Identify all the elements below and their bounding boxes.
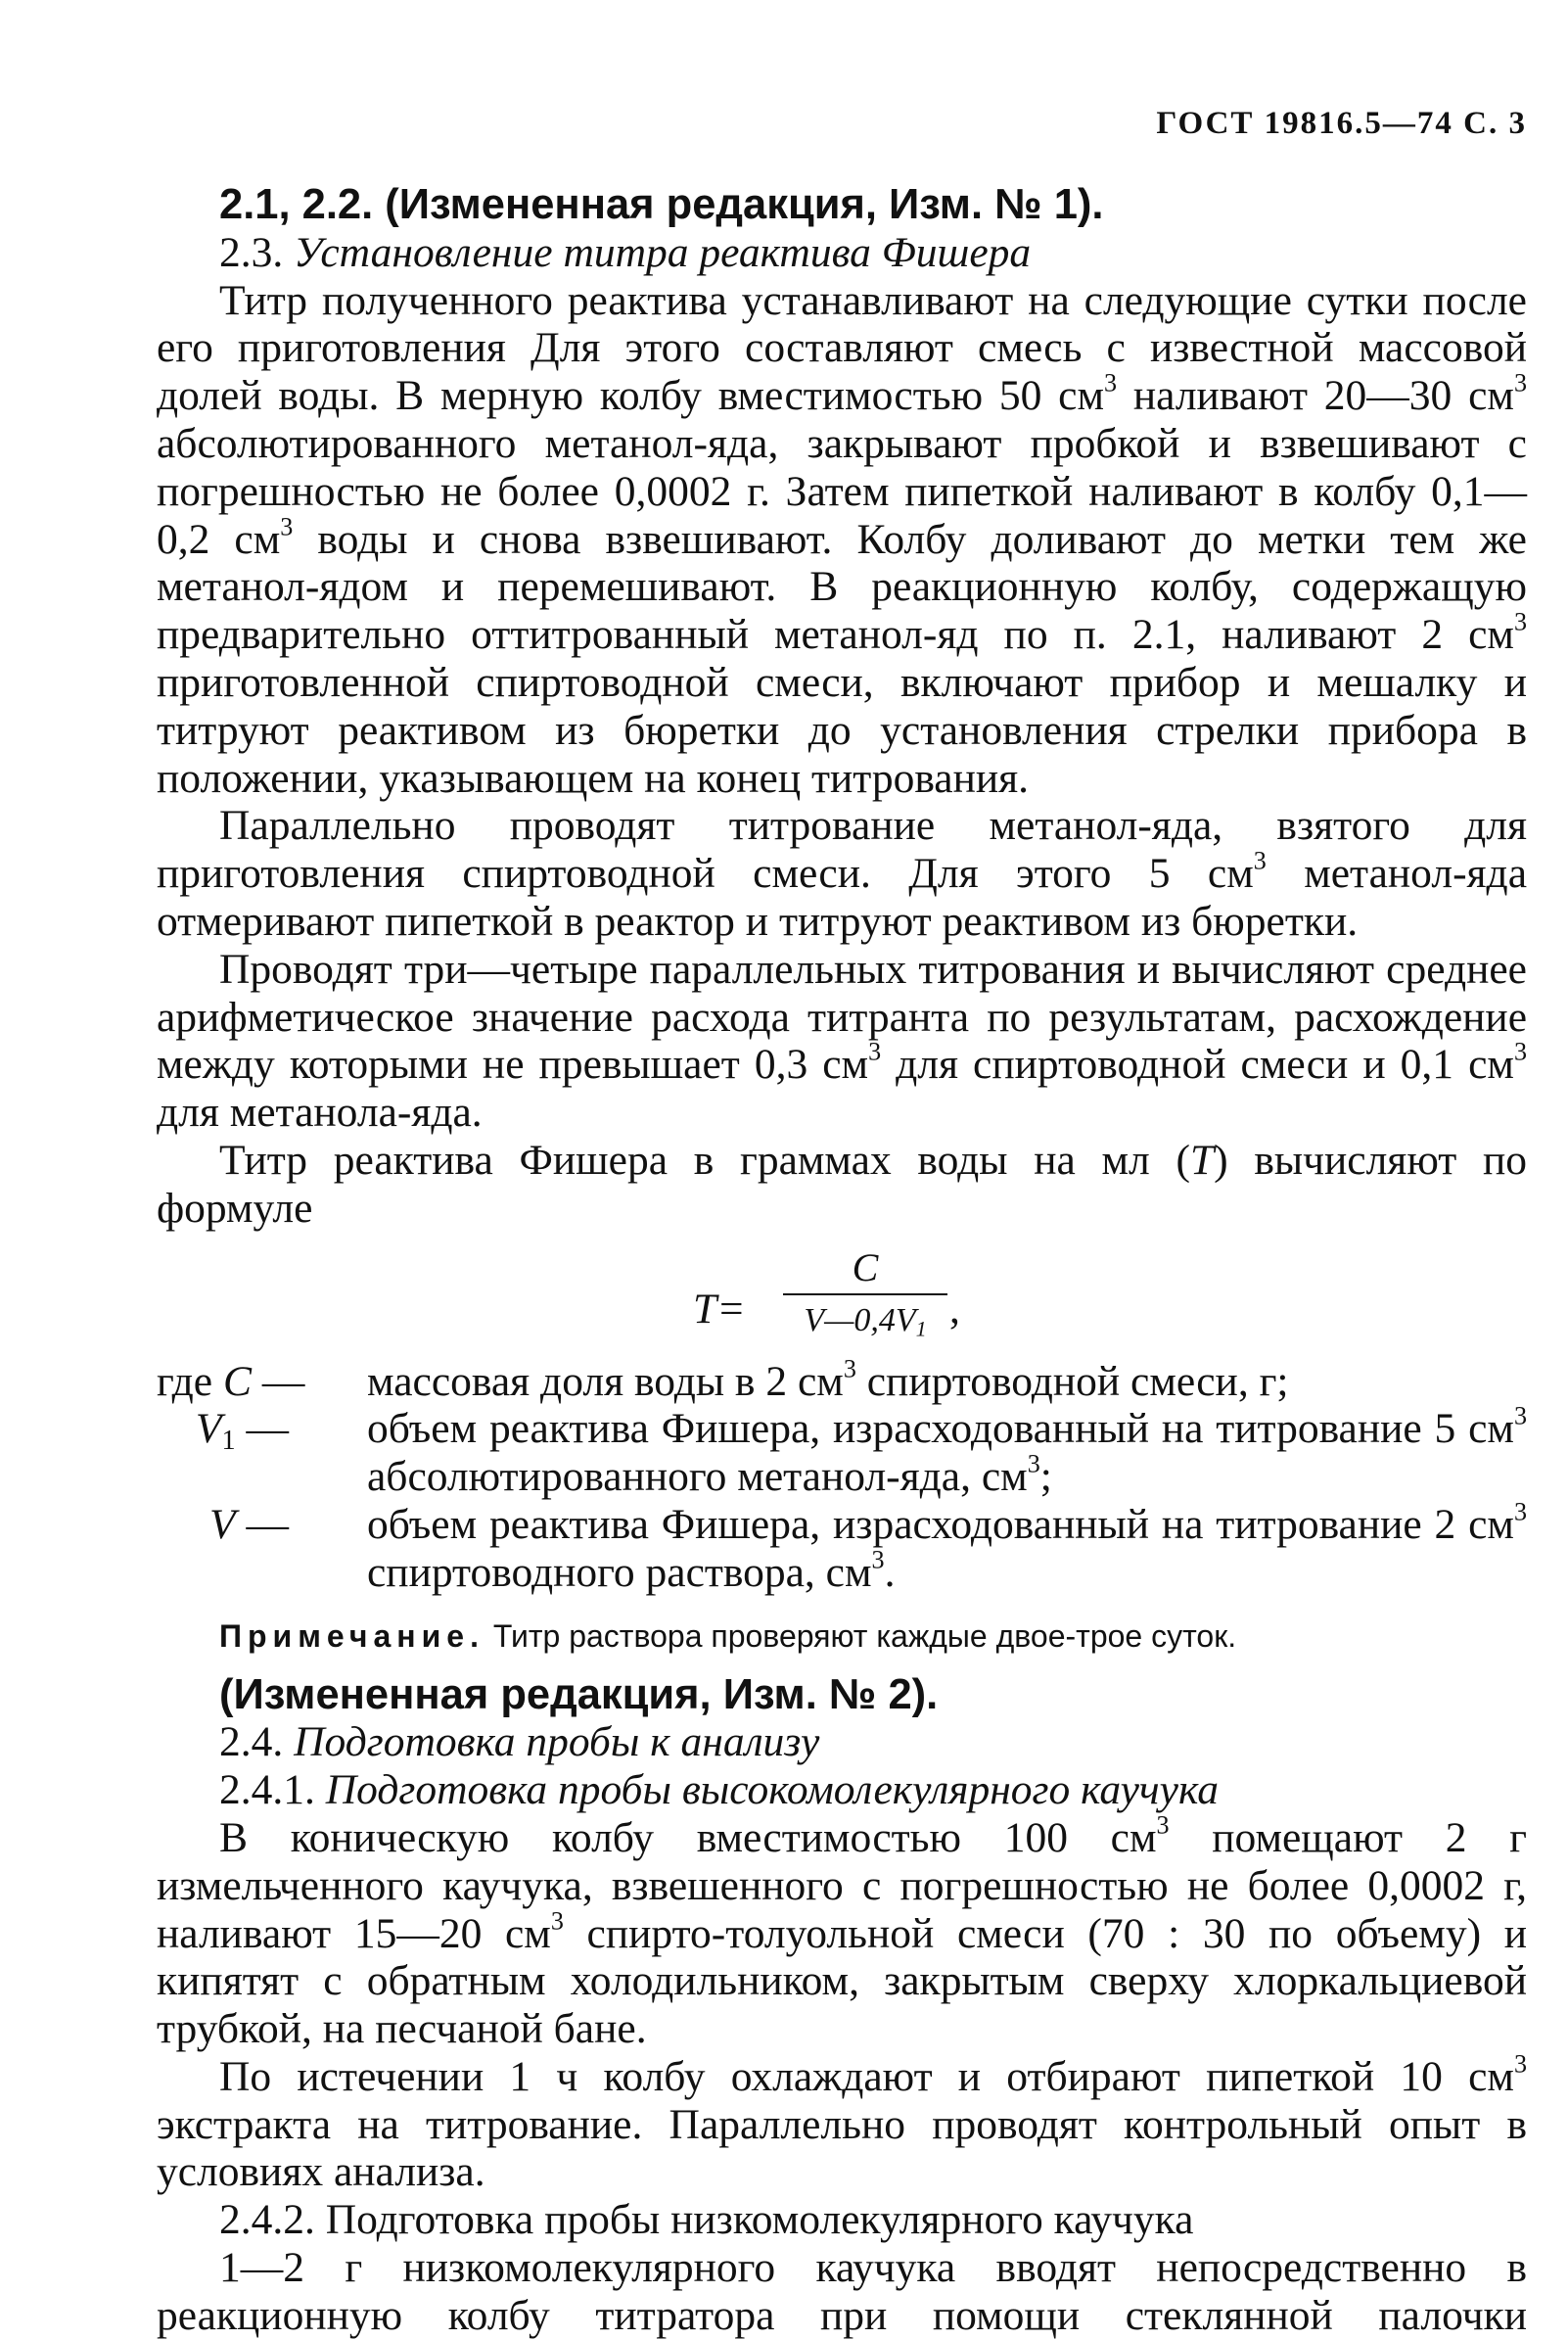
text-run: объем реактива Фишера, израсходованный на титрование 2 см (367, 1500, 1514, 1548)
formula-comma: , (949, 1285, 960, 1333)
superscript: 3 (868, 1038, 882, 1067)
amendment-note-2: (Измененная редакция, Изм. № 2). (219, 1670, 939, 1718)
running-header: ГОСТ 19816.5—74 С. 3 (1156, 106, 1527, 141)
text-run: ; (1039, 1453, 1052, 1501)
text-run: спиртоводной смеси, г; (855, 1357, 1289, 1405)
superscript: 3 (843, 1354, 856, 1383)
text-run: экстракта на титрование. Параллельно проводят контрольный опыт в условиях анализа. (157, 2100, 1527, 2196)
definition-symbol (157, 1405, 289, 1457)
text-run: V—0,4V (804, 1301, 916, 1338)
subsection-2-3-heading (157, 229, 1527, 277)
definition-text (367, 1497, 1527, 1597)
note (157, 1613, 1527, 1660)
paragraph-extract-titration (157, 2049, 1527, 2196)
subsection-2-4-2-heading: 2.4.2. Подготовка пробы низкомолекулярного каучука (219, 2196, 1194, 2244)
document-body (157, 181, 1527, 2340)
text-run: спиртоводного раствора, см (367, 1548, 872, 1596)
note-label: Примечание. (219, 1617, 484, 1654)
definition-text (367, 1402, 1527, 1501)
paragraph-parallel-titration (157, 802, 1527, 945)
definition-symbol (157, 1501, 289, 1549)
text-run: спирто-толуольной смеси (70 : 30 по объему) и кипятят с обратным холодильником, закрытым сверху хлоркальциевой трубкой, на песчаной бане. (157, 1909, 1528, 2053)
superscript: 3 (280, 512, 294, 541)
text-run: Титр реактива Фишера в граммах воды на мл ( (219, 1136, 1190, 1184)
subsection-title: Подготовка пробы высокомолекулярного каучука (325, 1766, 1219, 1814)
superscript: 3 (1513, 1402, 1527, 1431)
paragraph-repeat-titrations (157, 946, 1527, 1137)
text-run: В коническую колбу вместимостью 100 см (219, 1813, 1157, 1861)
variable-t: Т (1189, 1136, 1215, 1184)
superscript: 3 (1027, 1449, 1040, 1478)
paragraph-formula-intro (157, 1137, 1527, 1233)
text-run: ) вычисляют по формуле (157, 1136, 1527, 1232)
subsection-number: 2.4. (219, 1718, 295, 1766)
text-run: Титр полученного реактива устанавливают на следующие сутки после его приготовления Для этого составляют смесь с известной массовой долей воды. В мерную колбу вместимостью 50 см (157, 276, 1527, 420)
symbol-c: С (223, 1357, 253, 1405)
subsection-2-4-heading (157, 1718, 1527, 1766)
paragraph-high-molecular-sample (157, 1810, 1528, 2053)
superscript: 3 (1156, 1810, 1170, 1840)
formula-fraction (783, 1246, 947, 1340)
symbol-v: V (209, 1500, 236, 1548)
dash: — (235, 1405, 289, 1453)
formula-denominator (783, 1301, 947, 1340)
text-run: Параллельно проводят титрование метанол-яда, взятого для приготовления спиртоводной смеси. Для этого 5 см (157, 802, 1527, 898)
paragraph-low-molecular-sample: 1—2 г низкомолекулярного каучука вводят непосредственно в реакционную колбу титратора при помощи стеклянной палочки (157, 2244, 1527, 2339)
text-run: По истечении 1 ч колбу охлаждают и отбирают пипеткой 10 см (219, 2052, 1514, 2100)
definition-v1 (157, 1402, 1527, 1501)
text-run: абсолютированного метанол-яда, закрывают пробкой и взвешивают с погрешностью не более 0,0002 г. Затем пипеткой наливают в колбу 0,1—0,2 см (157, 419, 1527, 563)
text-run: метанол-яда отмеривают пипеткой в реактор и титруют реактивом из бюретки. (157, 850, 1528, 945)
text-run: массовая доля воды в 2 см (367, 1357, 844, 1405)
superscript: 3 (1104, 368, 1118, 398)
subsection-2-4-1-heading (157, 1766, 1527, 1814)
formula-lhs: Т= (693, 1285, 746, 1333)
superscript: 3 (1513, 1038, 1527, 1067)
superscript: 3 (871, 1545, 885, 1574)
definition-v (157, 1497, 1527, 1597)
text-run: воды и снова взвешивают. Колбу доливают до метки тем же метанол-ядом и перемешивают. В реакционную колбу, содержащую предварительно оттитрованный метанол-яд по п. 2.1, наливают 2 см (157, 515, 1527, 659)
fraction-bar (783, 1293, 947, 1295)
subsection-number: 2.4.1. (219, 1766, 326, 1814)
superscript: 3 (1513, 2049, 1527, 2079)
subsection-title: Установление титра реактива Фишера (294, 228, 1032, 276)
symbol-v: V (195, 1405, 222, 1453)
text-run: приготовленной спиртоводной смеси, включают прибор и мешалку и титруют реактивом из бюретки до установления стрелки прибора в положении, указывающем на конец титрования. (157, 658, 1527, 802)
text-run: абсолютированного метанол-яда, см (367, 1453, 1028, 1501)
titre-formula (157, 1246, 1527, 1356)
definition-text (367, 1354, 1527, 1406)
superscript: 3 (550, 1906, 564, 1936)
superscript: 3 (1513, 368, 1527, 398)
note-text: Титр раствора проверяют каждые двое-трое суток. (484, 1617, 1237, 1654)
text-run: для метанола-яда. (157, 1089, 483, 1137)
text-run: объем реактива Фишера, израсходованный на титрование 5 см (367, 1405, 1514, 1453)
formula-numerator: С (852, 1244, 879, 1289)
subsection-number: 2.3. (219, 228, 295, 276)
text-run: Проводят три—четыре параллельных титрования и вычисляют среднее арифметическое значение расхода титранта по результатам, расхождение между которыми не превышает 0,3 см (157, 945, 1527, 1089)
definition-symbol (157, 1357, 305, 1406)
superscript: 3 (1513, 607, 1527, 636)
definition-c (157, 1354, 1527, 1406)
subsection-title: Подготовка пробы к анализу (294, 1718, 820, 1766)
dash: — (235, 1500, 289, 1548)
text-run: помещают 2 г измельченного каучука, взвешенного с погрешностью не более 0,0002 г, наливают 15—20 см (157, 1813, 1527, 1957)
superscript: 3 (1513, 1497, 1527, 1526)
dash: — (252, 1357, 305, 1405)
superscript: 3 (1253, 846, 1267, 875)
subscript: 1 (915, 1316, 927, 1341)
amendment-note-1: 2.1, 2.2. (Измененная редакция, Изм. № 1). (219, 181, 1104, 228)
text-run: наливают 20—30 см (1117, 372, 1514, 420)
text-run: . (884, 1548, 896, 1596)
text-run: для спиртоводной смеси и 0,1 см (881, 1041, 1514, 1089)
paragraph-titre-procedure (157, 277, 1527, 803)
text-run: где (157, 1357, 223, 1405)
subscript: 1 (221, 1426, 236, 1457)
